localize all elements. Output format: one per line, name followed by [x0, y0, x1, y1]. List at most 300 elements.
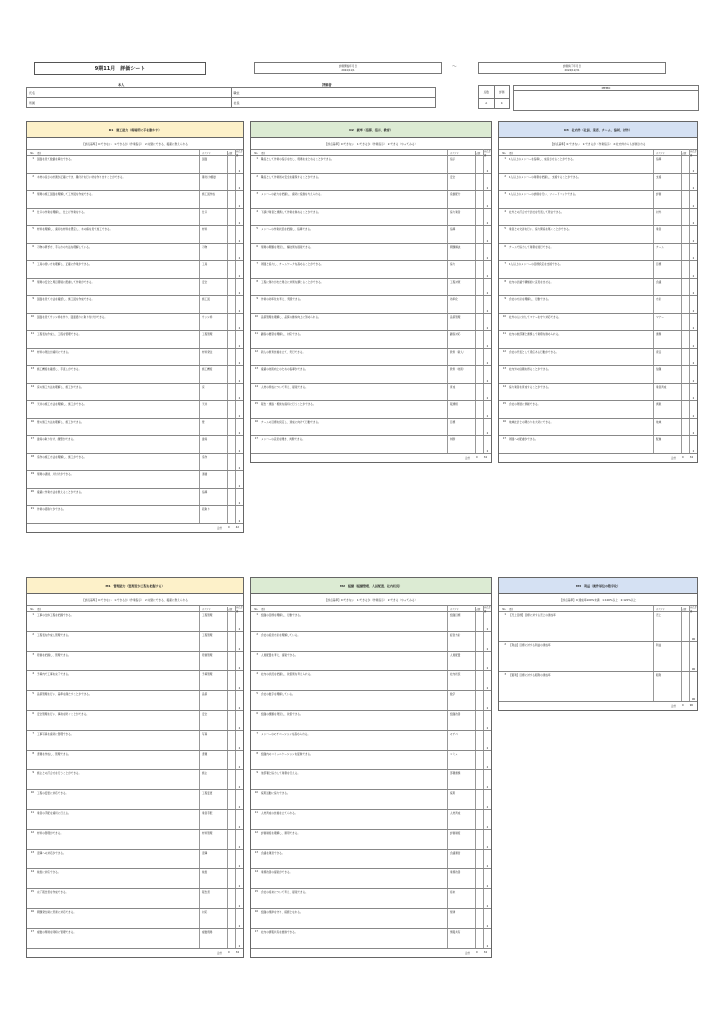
- row-score-input[interactable]: [227, 691, 235, 710]
- row-self-score: 2: [689, 314, 697, 331]
- row-number: 1: [504, 613, 506, 616]
- row-score-input[interactable]: [227, 314, 235, 331]
- row-score-input[interactable]: [475, 751, 483, 770]
- row-category: 刃物: [199, 244, 227, 261]
- row-number: 17: [502, 437, 506, 440]
- row-item-text: 社内の状況を把握し、改善策を考えられる。: [261, 673, 313, 677]
- row-score-input[interactable]: [475, 790, 483, 809]
- row-score-input[interactable]: [475, 889, 483, 908]
- row-item-text: 会社の代表として責任ある行動ができる。: [509, 350, 559, 354]
- row-self-score: 2: [689, 226, 697, 243]
- row-score-input[interactable]: [475, 419, 483, 436]
- row-number: 12: [502, 349, 506, 353]
- row-score-input[interactable]: [475, 349, 483, 366]
- table-row: [251, 889, 491, 909]
- row-self-score: 2: [235, 349, 243, 366]
- panel-criteria-note: 【評点基準】0:できない 1:できるが（作業指示） 2:できる（やってみる）: [251, 138, 491, 150]
- row-score-input[interactable]: [681, 279, 689, 296]
- row-item-text: 業者との交渉を行い、協力関係を築くことができる。: [509, 228, 572, 231]
- row-self-score: 2: [235, 279, 243, 296]
- row-category: 組織改善: [447, 711, 475, 730]
- row-number: 6: [504, 244, 506, 248]
- table-row: [27, 889, 243, 909]
- total-score: 0: [476, 950, 478, 954]
- row-score-input[interactable]: [475, 331, 483, 348]
- row-item-text: 社外との打合せで会社を代表して発言できる。: [509, 210, 564, 214]
- table-row: [251, 244, 491, 262]
- row-self-score: 2: [689, 384, 697, 401]
- row-self-score: 2: [483, 810, 491, 829]
- row-score-input[interactable]: [475, 850, 483, 869]
- column-item: 項目: [261, 152, 266, 155]
- row-item-text: 後輩の技術向上のための指導ができる。: [261, 368, 308, 371]
- row-category: マナー: [653, 314, 681, 331]
- row-score-input[interactable]: [475, 652, 483, 671]
- row-self-score: 2: [235, 850, 243, 869]
- table-row: [27, 261, 243, 279]
- row-number: 16: [254, 909, 258, 913]
- table-row: [27, 174, 243, 192]
- row-score-input[interactable]: [475, 711, 483, 730]
- row-item-text: 協力業者を育成することができる。: [509, 385, 551, 389]
- row-item-text: 図面を見てサッシ枠を作り、図面通りに取り付けができる。: [37, 315, 107, 319]
- panel-title: M2 組織（組織管理、人員配置、社内状況）: [251, 578, 491, 594]
- row-score-input[interactable]: [681, 244, 689, 261]
- row-score-input[interactable]: [681, 209, 689, 226]
- row-item-text: 組織の規律を守り、模範となれる。: [261, 910, 303, 914]
- row-score-input[interactable]: [227, 209, 235, 226]
- row-item-text: 会社の経営方針を理解している。: [261, 633, 300, 637]
- row-score-input[interactable]: [227, 929, 235, 948]
- table-row: [499, 419, 697, 437]
- row-score-input[interactable]: [227, 671, 235, 690]
- row-score-input[interactable]: [681, 191, 689, 208]
- table-row: [27, 612, 243, 632]
- row-item-text: 下請け業者と連携して作業を進めることができる。: [261, 210, 321, 214]
- row-category: 業者育成: [653, 384, 681, 401]
- column-score: 点数: [681, 607, 689, 611]
- row-score-input[interactable]: [475, 810, 483, 829]
- row-category: 部署連携: [447, 770, 475, 789]
- row-score-input[interactable]: [681, 436, 689, 453]
- row-self-score: 2: [483, 889, 491, 908]
- table-row: [27, 652, 243, 672]
- table-row: [499, 672, 697, 702]
- row-self-score: 2: [483, 830, 491, 849]
- row-score-input[interactable]: [227, 632, 235, 651]
- row-category: 工程管理: [199, 331, 227, 348]
- row-category: 材料発注: [199, 349, 227, 366]
- row-score-input[interactable]: [475, 770, 483, 789]
- panel-d3: [498, 121, 698, 463]
- row-item-text: 会社の方針を理解し、行動できる。: [509, 298, 551, 301]
- total-label: 合計: [216, 951, 223, 955]
- row-self-score: 2: [235, 436, 243, 453]
- table-row: [251, 279, 491, 297]
- row-item-text: 会社の将来について考え、提案できる。: [261, 891, 308, 895]
- row-category: 協力: [447, 261, 475, 278]
- row-score-input[interactable]: [475, 401, 483, 418]
- row-score-input[interactable]: [681, 672, 689, 701]
- row-number: 4: [32, 672, 34, 676]
- row-number: 3: [256, 652, 258, 656]
- row-number: 15: [30, 402, 34, 405]
- row-self-score: 2: [235, 191, 243, 208]
- row-score-input[interactable]: [681, 642, 689, 671]
- row-score-input[interactable]: [475, 691, 483, 710]
- row-item-text: メンバーの意見を聞き、判断できる。: [261, 438, 305, 441]
- row-score-input[interactable]: [475, 244, 483, 261]
- row-score-input[interactable]: [681, 612, 689, 641]
- row-score-input[interactable]: [475, 296, 483, 313]
- row-number: 7: [256, 731, 258, 735]
- row-category: 報告書: [199, 889, 227, 908]
- row-category: 利益: [653, 642, 681, 671]
- row-score-input[interactable]: [475, 436, 483, 453]
- row-item-text: 社内の会議で積極的に意見を出せる。: [509, 280, 554, 284]
- total-max: 90: [689, 704, 693, 707]
- row-score-input[interactable]: [227, 244, 235, 261]
- row-score-input[interactable]: [475, 191, 483, 208]
- row-number: 17: [30, 929, 34, 933]
- table-row: [27, 471, 243, 489]
- table-row: [251, 830, 491, 850]
- row-score-input[interactable]: [227, 889, 235, 908]
- row-category: 品質: [199, 691, 227, 710]
- row-item-text: 組織内のコミュニケーションを促進できる。: [261, 752, 313, 756]
- row-number: 13: [254, 367, 258, 370]
- row-self-score: 2: [235, 790, 243, 809]
- row-item-text: 現場の安全と周辺環境に配慮して作業ができる。: [37, 280, 95, 284]
- row-item-text: 後輩に作業方法を教えることができる。: [37, 490, 84, 494]
- row-number: 16: [30, 909, 34, 913]
- row-score-input[interactable]: [227, 810, 235, 829]
- row-number: 9: [504, 297, 506, 300]
- row-score-input[interactable]: [681, 156, 689, 173]
- row-category: 問題解決: [447, 244, 475, 261]
- row-score-input[interactable]: [475, 314, 483, 331]
- row-number: 14: [502, 384, 506, 388]
- info-row-name: [27, 88, 436, 98]
- row-score-input[interactable]: [227, 296, 235, 313]
- row-category: 図面: [199, 156, 227, 173]
- column-cat: カテゴリ: [447, 150, 475, 155]
- panel-criteria-note: 【評点基準】0:できない 1:できるが（作業指示） 2:できる（やってみる）: [251, 594, 491, 606]
- row-score-input[interactable]: [227, 174, 235, 191]
- table-row: [251, 770, 491, 790]
- row-score-input[interactable]: [227, 226, 235, 243]
- info-table: [26, 87, 436, 108]
- table-row: [251, 366, 491, 384]
- row-self-score: 2: [235, 810, 243, 829]
- row-category: 指導: [447, 226, 475, 243]
- row-self-score: 2: [483, 331, 491, 348]
- row-score-input[interactable]: [227, 191, 235, 208]
- row-item-text: 施工精度を確認し、手直しができる。: [37, 368, 82, 371]
- table-row: [27, 314, 243, 332]
- row-score-input[interactable]: [227, 436, 235, 453]
- row-score-input[interactable]: [227, 331, 235, 348]
- row-item-text: 会議を運営できる。: [261, 851, 285, 855]
- row-score-input[interactable]: [475, 384, 483, 401]
- row-category: 施工図: [199, 296, 227, 313]
- row-score-input[interactable]: [475, 156, 483, 173]
- row-item-text: 工程表を作成し、工程を管理できる。: [37, 333, 82, 336]
- table-row: [251, 711, 491, 731]
- table-row: [251, 261, 491, 279]
- row-self-score: 2: [483, 261, 491, 278]
- table-row: [251, 652, 491, 672]
- period-end-label: 評価終了年月日: [562, 64, 582, 68]
- row-number: 2: [256, 632, 258, 636]
- row-score-input[interactable]: [475, 279, 483, 296]
- row-item-text: 工程に遅れが出た場合に対策を講じることができる。: [261, 280, 324, 284]
- panel-total: [251, 454, 491, 462]
- row-category: 会議運営: [447, 850, 475, 869]
- row-item-text: 1人以上のメンバーを指導し、成長させることができる。: [509, 158, 576, 161]
- row-number: 13: [254, 850, 258, 854]
- row-score-input[interactable]: [475, 731, 483, 750]
- row-item-text: 問題発生時に迅速に対応できる。: [37, 910, 76, 914]
- row-item-text: 会社の数字を理解している。: [261, 693, 295, 697]
- row-number: 1: [32, 613, 34, 616]
- total-label: 合計: [464, 456, 471, 460]
- row-number: 2: [256, 174, 258, 178]
- row-score-input[interactable]: [227, 366, 235, 383]
- row-score-input[interactable]: [227, 261, 235, 278]
- column-no: No.: [502, 151, 506, 155]
- row-item-text: 工程表を作成し管理できる。: [37, 633, 71, 637]
- row-item-text: メンバーの作業状況を把握し、指導できる。: [261, 228, 313, 231]
- sheet-title: 9期11月 評価シート: [34, 62, 206, 75]
- row-category: 貢献: [653, 401, 681, 418]
- row-item-text: 業者の手配を適切に行える。: [37, 811, 71, 815]
- row-score-input[interactable]: [475, 209, 483, 226]
- table-row: [251, 850, 491, 870]
- table-row: [499, 209, 697, 227]
- row-score-input[interactable]: [475, 174, 483, 191]
- row-category: 指示: [447, 156, 475, 173]
- row-score-input[interactable]: [475, 909, 483, 928]
- table-row: [251, 810, 491, 830]
- row-number: 3: [32, 192, 34, 195]
- row-item-text: 評価制度を理解し、運用できる。: [261, 831, 300, 835]
- row-category: 複数現場: [199, 929, 227, 948]
- row-number: 4: [32, 209, 34, 213]
- row-number: 5: [256, 227, 258, 230]
- row-self-score: 2: [689, 209, 697, 226]
- row-score-input[interactable]: [227, 850, 235, 869]
- row-item-text: メンバーのモチベーションを高められる。: [261, 732, 310, 736]
- row-category: 対外: [653, 209, 681, 226]
- row-score-input[interactable]: [681, 366, 689, 383]
- panel-d1: [26, 121, 244, 533]
- row-score-input[interactable]: [681, 296, 689, 313]
- table-row: [499, 226, 697, 244]
- row-score-input[interactable]: [227, 349, 235, 366]
- row-score-input[interactable]: [475, 366, 483, 383]
- row-score-input[interactable]: [681, 331, 689, 348]
- row-score-input[interactable]: [227, 419, 235, 436]
- row-category: 原価管理: [199, 652, 227, 671]
- info-position-label: 職位: [231, 88, 436, 98]
- row-score-input[interactable]: [227, 869, 235, 888]
- row-score-input[interactable]: [227, 279, 235, 296]
- row-number: 18: [30, 454, 34, 458]
- row-score-input[interactable]: [227, 711, 235, 730]
- row-self-score: 2: [689, 366, 697, 383]
- row-score-input[interactable]: [227, 909, 235, 928]
- row-item-text: 複数の現場を同時に管理できる。: [37, 930, 76, 934]
- total-score: 0: [682, 704, 684, 707]
- row-self-score: 2: [235, 366, 243, 383]
- score-val1: A: [479, 98, 495, 108]
- row-item-text: 建具の取り付け、調整ができる。: [37, 438, 76, 441]
- row-number: 1: [256, 157, 258, 160]
- row-number: 4: [504, 209, 506, 213]
- row-item-text: 床の施工方法を理解し、施工ができる。: [37, 385, 84, 389]
- row-score-input[interactable]: [681, 349, 689, 366]
- row-item-text: 報告・連絡・相談を適切に行うことができる。: [261, 403, 316, 406]
- row-score-input[interactable]: [227, 506, 235, 523]
- row-score-input[interactable]: [475, 830, 483, 849]
- row-score-input[interactable]: [475, 869, 483, 888]
- row-self-score: 2: [689, 174, 697, 191]
- row-item-text: 1人以上のメンバーの目標設定を支援できる。: [509, 263, 563, 266]
- row-score-input[interactable]: [227, 731, 235, 750]
- row-score-input[interactable]: [227, 384, 235, 401]
- row-number: 8: [32, 751, 34, 755]
- row-score-input[interactable]: [475, 261, 483, 278]
- table-row: [499, 279, 697, 297]
- row-score-input[interactable]: [227, 471, 235, 488]
- row-category: 対応: [199, 909, 227, 928]
- row-score-input[interactable]: [475, 671, 483, 690]
- column-score: 点数: [227, 151, 235, 155]
- table-row: [251, 296, 491, 314]
- row-number: 11: [254, 332, 258, 335]
- row-number: 11: [30, 332, 34, 335]
- row-score-input[interactable]: [227, 830, 235, 849]
- row-score-input[interactable]: [227, 401, 235, 418]
- row-number: 2: [504, 643, 506, 646]
- table-row: [27, 830, 243, 850]
- row-self-score: 2: [689, 191, 697, 208]
- row-score-input[interactable]: [227, 156, 235, 173]
- row-self-score: 2: [235, 471, 243, 488]
- panel-total: [499, 454, 697, 462]
- table-row: [251, 671, 491, 691]
- row-number: 9: [256, 771, 258, 775]
- row-self-score: 2: [689, 401, 697, 418]
- row-category: 目標: [653, 261, 681, 278]
- row-self-score: 2: [483, 929, 491, 948]
- table-row: [499, 436, 697, 454]
- row-self-score: 2: [235, 889, 243, 908]
- row-score-input[interactable]: [681, 384, 689, 401]
- table-row: [27, 349, 243, 367]
- table-row: [27, 909, 243, 929]
- row-self-score: 2: [235, 691, 243, 710]
- row-item-text: 安全管理を行い、事故を防ぐことができる。: [37, 712, 89, 716]
- row-score-input[interactable]: [681, 174, 689, 191]
- row-category: 育成: [447, 384, 475, 401]
- row-score-input[interactable]: [475, 612, 483, 631]
- row-category: 指導: [653, 156, 681, 173]
- row-number: 17: [254, 929, 258, 933]
- row-self-score: 2: [235, 869, 243, 888]
- period-end: [478, 62, 666, 74]
- row-self-score: 2: [689, 419, 697, 436]
- row-number: 8: [32, 279, 34, 283]
- row-item-text: 図面を見て数値を算出できる。: [37, 158, 74, 161]
- table-row: [251, 909, 491, 929]
- row-item-text: 【粗利】目標に対する粗利の達成率: [509, 674, 551, 677]
- panel-criteria-note: 【評点基準】0:できない 1:できるが（作業指示） 2:社内外からも評価される: [499, 138, 697, 150]
- row-score-input[interactable]: [227, 489, 235, 506]
- row-item-text: 品質管理を理解し、品質の維持向上に努められる。: [261, 315, 321, 319]
- table-row: [499, 296, 697, 314]
- total-label: 合計: [670, 456, 677, 460]
- row-item-text: 新人の教育計画を立て、実行できる。: [261, 350, 306, 354]
- row-number: 7: [504, 262, 506, 265]
- row-self-score: 2: [483, 790, 491, 809]
- row-item-text: 工事の全体工程を把握できる。: [37, 614, 74, 617]
- row-score-input[interactable]: [681, 419, 689, 436]
- row-number: 12: [30, 349, 34, 353]
- row-category: サッシ枠: [199, 314, 227, 331]
- row-score-input[interactable]: [227, 652, 235, 671]
- row-score-input[interactable]: [681, 261, 689, 278]
- row-score-input[interactable]: [227, 770, 235, 789]
- row-category: 顧客対応: [447, 331, 475, 348]
- row-score-input[interactable]: [227, 751, 235, 770]
- table-row: [251, 401, 491, 419]
- row-category: 判断: [447, 436, 475, 453]
- row-self-score: 2: [689, 349, 697, 366]
- row-score-input[interactable]: [681, 314, 689, 331]
- row-self-score: 2: [483, 869, 491, 888]
- table-row: [27, 454, 243, 472]
- row-self-score: 2: [235, 711, 243, 730]
- row-category: 教育（技術）: [447, 366, 475, 383]
- row-item-text: 壁の施工方法を理解し、施工ができる。: [37, 420, 84, 424]
- row-score-input[interactable]: [475, 632, 483, 651]
- row-score-input[interactable]: [475, 226, 483, 243]
- row-score-input[interactable]: [227, 454, 235, 471]
- row-score-input[interactable]: [681, 226, 689, 243]
- row-number: 15: [502, 402, 506, 405]
- panel-d2: [250, 121, 492, 463]
- row-item-text: 人材育成の計画を立てられる。: [261, 811, 298, 815]
- total-max: 34: [235, 950, 239, 954]
- row-category: 方針: [653, 296, 681, 313]
- column-score: 点数: [681, 151, 689, 155]
- table-row: [27, 279, 243, 297]
- row-category: 安全: [199, 279, 227, 296]
- row-self-score: 2: [483, 156, 491, 173]
- row-score-input[interactable]: [475, 929, 483, 948]
- table-row: [27, 770, 243, 790]
- row-score-input[interactable]: [227, 790, 235, 809]
- row-score-input[interactable]: [227, 612, 235, 631]
- row-number: 14: [254, 870, 258, 874]
- row-category: 将来: [447, 889, 475, 908]
- row-item-text: 刃物の研ぎ方、手入れの方法を理解している。: [37, 245, 92, 249]
- row-category: 工程管理: [199, 612, 227, 631]
- row-score-input[interactable]: [681, 401, 689, 418]
- row-category: 業者手配: [199, 810, 227, 829]
